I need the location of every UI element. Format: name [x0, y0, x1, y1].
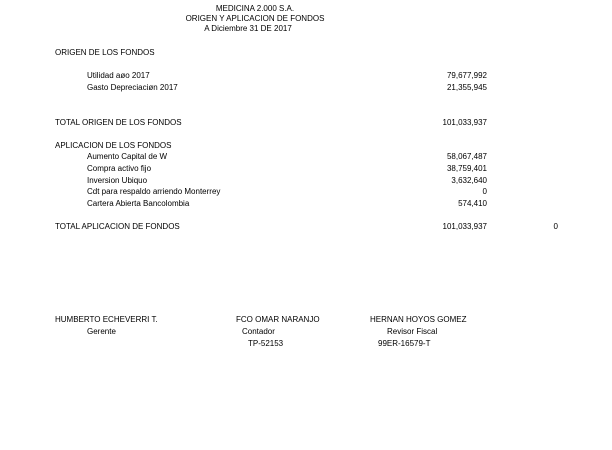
origen-heading: ORIGEN DE LOS FONDOS — [55, 48, 155, 57]
aplicacion-item-value: 0 — [482, 187, 487, 196]
aplicacion-item-value: 574,410 — [458, 199, 487, 208]
aplicacion-item-value: 58,067,487 — [446, 152, 487, 161]
report-date: A Diciembre 31 DE 2017 — [204, 24, 292, 33]
signature-id: 99ER-16579-T — [378, 339, 431, 348]
difference-value: 0 — [553, 222, 558, 231]
signature-role: Gerente — [87, 327, 116, 336]
origen-total-value: 101,033,937 — [442, 118, 487, 127]
origen-item-value: 21,355,945 — [446, 83, 487, 92]
report-title: ORIGEN Y APLICACION DE FONDOS — [185, 14, 325, 23]
aplicacion-item-label: Aumento Capital de W — [87, 152, 168, 161]
origen-total-label: TOTAL ORIGEN DE LOS FONDOS — [55, 118, 182, 127]
aplicacion-item-label: Compra activo fijo — [87, 164, 152, 173]
aplicacion-item-label: Inversion Ubiquo — [87, 176, 148, 185]
origen-item-value: 79,677,992 — [446, 71, 487, 80]
origen-item-label: Utilidad aøo 2017 — [87, 71, 150, 80]
signature-name: HERNAN HOYOS GOMEZ — [370, 315, 467, 324]
aplicacion-total-value: 101,033,937 — [442, 222, 487, 231]
aplicacion-heading: APLICACION DE LOS FONDOS — [55, 141, 172, 150]
aplicacion-item-value: 38,759,401 — [446, 164, 487, 173]
origen-item-label: Gasto Depreciaciøn 2017 — [87, 83, 178, 92]
signature-name: FCO OMAR NARANJO — [236, 315, 320, 324]
signature-role: Revisor Fiscal — [387, 327, 438, 336]
aplicacion-item-label: Cartera Abierta Bancolombia — [87, 199, 190, 208]
signature-name: HUMBERTO ECHEVERRI T. — [55, 315, 158, 324]
signature-role: Contador — [242, 327, 275, 336]
aplicacion-item-value: 3,632,640 — [451, 176, 487, 185]
aplicacion-item-label: Cdt para respaldo arriendo Monterrey — [87, 187, 221, 196]
aplicacion-total-label: TOTAL APLICACION DE FONDOS — [55, 222, 180, 231]
company-name: MEDICINA 2.000 S.A. — [215, 4, 295, 13]
signature-id: TP-52153 — [248, 339, 284, 348]
